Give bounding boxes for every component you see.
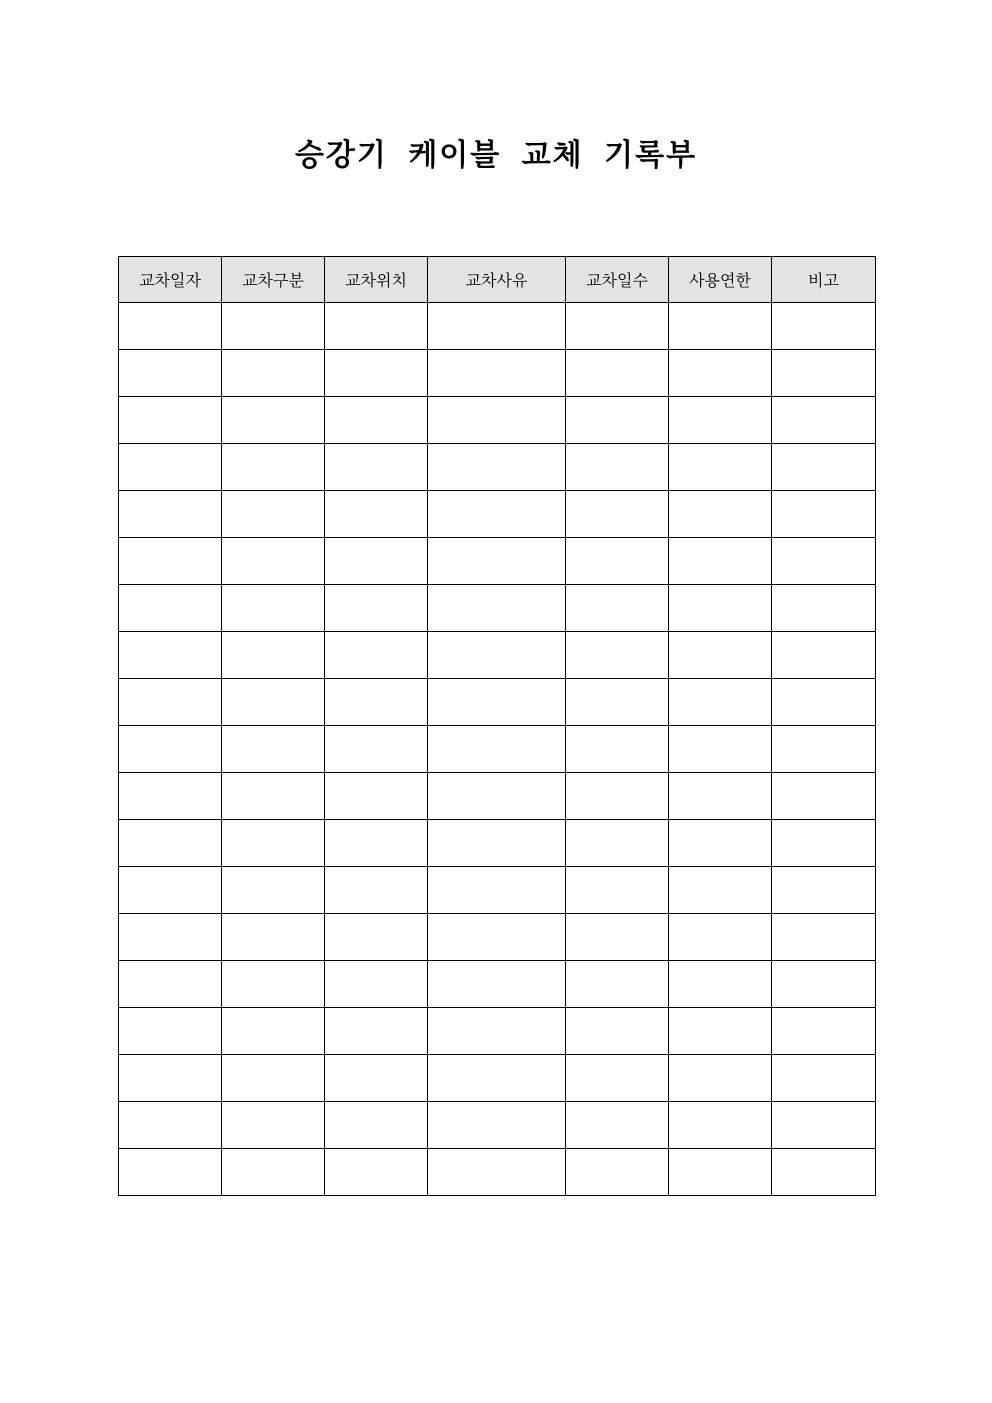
table-cell[interactable]: [772, 1008, 876, 1055]
table-cell[interactable]: [325, 632, 428, 679]
table-cell[interactable]: [428, 773, 566, 820]
table-cell[interactable]: [325, 820, 428, 867]
table-cell[interactable]: [772, 1149, 876, 1196]
table-cell[interactable]: [566, 444, 669, 491]
table-cell[interactable]: [772, 914, 876, 961]
table-cell[interactable]: [428, 1149, 566, 1196]
table-row: [119, 1149, 876, 1196]
table-cell[interactable]: [566, 773, 669, 820]
page-title: 승강기 케이블 교체 기록부: [294, 138, 698, 173]
table-cell[interactable]: [222, 491, 325, 538]
table-cell[interactable]: [222, 538, 325, 585]
table-row: [119, 820, 876, 867]
table-row: [119, 1055, 876, 1102]
column-header: 교차일자: [119, 257, 222, 303]
table-cell[interactable]: [428, 538, 566, 585]
table-cell[interactable]: [119, 538, 222, 585]
table-cell[interactable]: [325, 1149, 428, 1196]
table-cell[interactable]: [772, 491, 876, 538]
table-cell[interactable]: [772, 397, 876, 444]
table-header-row: [119, 257, 876, 303]
table-cell[interactable]: [566, 1102, 669, 1149]
table-cell[interactable]: [566, 397, 669, 444]
table-cell[interactable]: [428, 585, 566, 632]
table-cell[interactable]: [428, 1055, 566, 1102]
table-cell[interactable]: [772, 867, 876, 914]
table-cell[interactable]: [669, 303, 772, 350]
table-cell[interactable]: [325, 773, 428, 820]
table-cell[interactable]: [325, 303, 428, 350]
table-cell[interactable]: [566, 303, 669, 350]
table-cell[interactable]: [325, 1008, 428, 1055]
table-cell[interactable]: [222, 726, 325, 773]
table-cell[interactable]: [119, 820, 222, 867]
table-cell[interactable]: [669, 961, 772, 1008]
table-cell[interactable]: [428, 632, 566, 679]
table-cell[interactable]: [669, 820, 772, 867]
table-row: [119, 444, 876, 491]
table-row: [119, 726, 876, 773]
table-cell[interactable]: [119, 914, 222, 961]
table-cell[interactable]: [566, 585, 669, 632]
table-cell[interactable]: [772, 961, 876, 1008]
column-header: 사용연한: [669, 257, 772, 303]
table-cell[interactable]: [428, 303, 566, 350]
table-row: [119, 867, 876, 914]
table-cell[interactable]: [566, 1055, 669, 1102]
table-cell[interactable]: [772, 538, 876, 585]
table-cell[interactable]: [222, 914, 325, 961]
column-header: 교차구분: [222, 257, 325, 303]
table-cell[interactable]: [669, 1055, 772, 1102]
table-cell[interactable]: [428, 350, 566, 397]
table-cell[interactable]: [119, 773, 222, 820]
table-cell[interactable]: [428, 1008, 566, 1055]
table-cell[interactable]: [119, 491, 222, 538]
column-header: 비고: [772, 257, 876, 303]
table-cell[interactable]: [325, 914, 428, 961]
table-cell[interactable]: [325, 538, 428, 585]
table-cell[interactable]: [669, 867, 772, 914]
table-cell[interactable]: [222, 1008, 325, 1055]
table-row: [119, 914, 876, 961]
table-cell[interactable]: [772, 350, 876, 397]
table-cell[interactable]: [119, 1055, 222, 1102]
table-row: [119, 1102, 876, 1149]
table-cell[interactable]: [119, 679, 222, 726]
table-cell[interactable]: [566, 350, 669, 397]
table-cell[interactable]: [325, 397, 428, 444]
table-cell[interactable]: [428, 867, 566, 914]
table-cell[interactable]: [566, 679, 669, 726]
table-cell[interactable]: [566, 491, 669, 538]
table-cell[interactable]: [119, 1008, 222, 1055]
table-cell[interactable]: [669, 1008, 772, 1055]
table-cell[interactable]: [566, 1008, 669, 1055]
table-cell[interactable]: [428, 820, 566, 867]
table-cell[interactable]: [325, 1102, 428, 1149]
table-cell[interactable]: [325, 444, 428, 491]
table-cell[interactable]: [119, 585, 222, 632]
table-cell[interactable]: [222, 444, 325, 491]
table-cell[interactable]: [428, 397, 566, 444]
table-row: [119, 303, 876, 350]
table-row: [119, 538, 876, 585]
table-cell[interactable]: [119, 867, 222, 914]
table-cell[interactable]: [772, 444, 876, 491]
column-header: 교차사유: [428, 257, 566, 303]
table-cell[interactable]: [669, 397, 772, 444]
table-cell[interactable]: [772, 1102, 876, 1149]
table-cell[interactable]: [222, 1055, 325, 1102]
table-cell[interactable]: [222, 632, 325, 679]
table-body: [119, 303, 876, 1196]
table-cell[interactable]: [566, 914, 669, 961]
table-cell[interactable]: [669, 350, 772, 397]
table-cell[interactable]: [428, 961, 566, 1008]
table-cell[interactable]: [222, 679, 325, 726]
table-cell[interactable]: [772, 820, 876, 867]
table-cell[interactable]: [772, 726, 876, 773]
table-cell[interactable]: [566, 1149, 669, 1196]
table-cell[interactable]: [566, 726, 669, 773]
table-cell[interactable]: [119, 397, 222, 444]
table-cell[interactable]: [222, 867, 325, 914]
table-cell[interactable]: [428, 679, 566, 726]
table-cell[interactable]: [669, 585, 772, 632]
table-row: [119, 632, 876, 679]
table-cell[interactable]: [325, 726, 428, 773]
table-cell[interactable]: [566, 867, 669, 914]
table-cell[interactable]: [772, 679, 876, 726]
table-cell[interactable]: [222, 1149, 325, 1196]
table-row: [119, 585, 876, 632]
table-cell[interactable]: [119, 961, 222, 1008]
table-cell[interactable]: [669, 491, 772, 538]
table-cell[interactable]: [119, 350, 222, 397]
table-row: [119, 1008, 876, 1055]
table-cell[interactable]: [222, 303, 325, 350]
table-cell[interactable]: [119, 1102, 222, 1149]
table-cell[interactable]: [325, 1055, 428, 1102]
table-cell[interactable]: [669, 444, 772, 491]
table-cell[interactable]: [119, 303, 222, 350]
table-cell[interactable]: [566, 538, 669, 585]
table-cell[interactable]: [669, 1149, 772, 1196]
table-cell[interactable]: [222, 397, 325, 444]
table-cell[interactable]: [428, 726, 566, 773]
table-cell[interactable]: [428, 444, 566, 491]
table-cell[interactable]: [669, 773, 772, 820]
table-cell[interactable]: [222, 961, 325, 1008]
table-cell[interactable]: [428, 1102, 566, 1149]
table-cell[interactable]: [119, 726, 222, 773]
table-cell[interactable]: [222, 350, 325, 397]
table-cell[interactable]: [772, 585, 876, 632]
table-cell[interactable]: [325, 585, 428, 632]
table-cell[interactable]: [669, 914, 772, 961]
table-cell[interactable]: [669, 632, 772, 679]
table-cell[interactable]: [222, 1102, 325, 1149]
table-cell[interactable]: [669, 726, 772, 773]
table-cell[interactable]: [119, 1149, 222, 1196]
cable-replacement-record-table: [118, 256, 876, 1196]
table-cell[interactable]: [772, 303, 876, 350]
table-cell[interactable]: [325, 961, 428, 1008]
table-row: [119, 397, 876, 444]
table-cell[interactable]: [119, 444, 222, 491]
table-cell[interactable]: [669, 1102, 772, 1149]
table-cell[interactable]: [222, 585, 325, 632]
table-cell[interactable]: [772, 632, 876, 679]
column-header: 교차위치: [325, 257, 428, 303]
table-cell[interactable]: [669, 538, 772, 585]
column-header: 교차일수: [566, 257, 669, 303]
table-cell[interactable]: [325, 867, 428, 914]
table-row: [119, 961, 876, 1008]
table-cell[interactable]: [119, 632, 222, 679]
table-cell[interactable]: [772, 1055, 876, 1102]
table-row: [119, 679, 876, 726]
table-cell[interactable]: [428, 914, 566, 961]
table-row: [119, 491, 876, 538]
table-cell[interactable]: [325, 679, 428, 726]
table-cell[interactable]: [325, 350, 428, 397]
table-cell[interactable]: [222, 773, 325, 820]
table-cell[interactable]: [772, 773, 876, 820]
table-cell[interactable]: [222, 820, 325, 867]
table-cell[interactable]: [566, 632, 669, 679]
table-cell[interactable]: [566, 820, 669, 867]
table-cell[interactable]: [325, 491, 428, 538]
table-row: [119, 350, 876, 397]
table-row: [119, 773, 876, 820]
table-cell[interactable]: [669, 679, 772, 726]
table-cell[interactable]: [566, 961, 669, 1008]
table-cell[interactable]: [428, 491, 566, 538]
